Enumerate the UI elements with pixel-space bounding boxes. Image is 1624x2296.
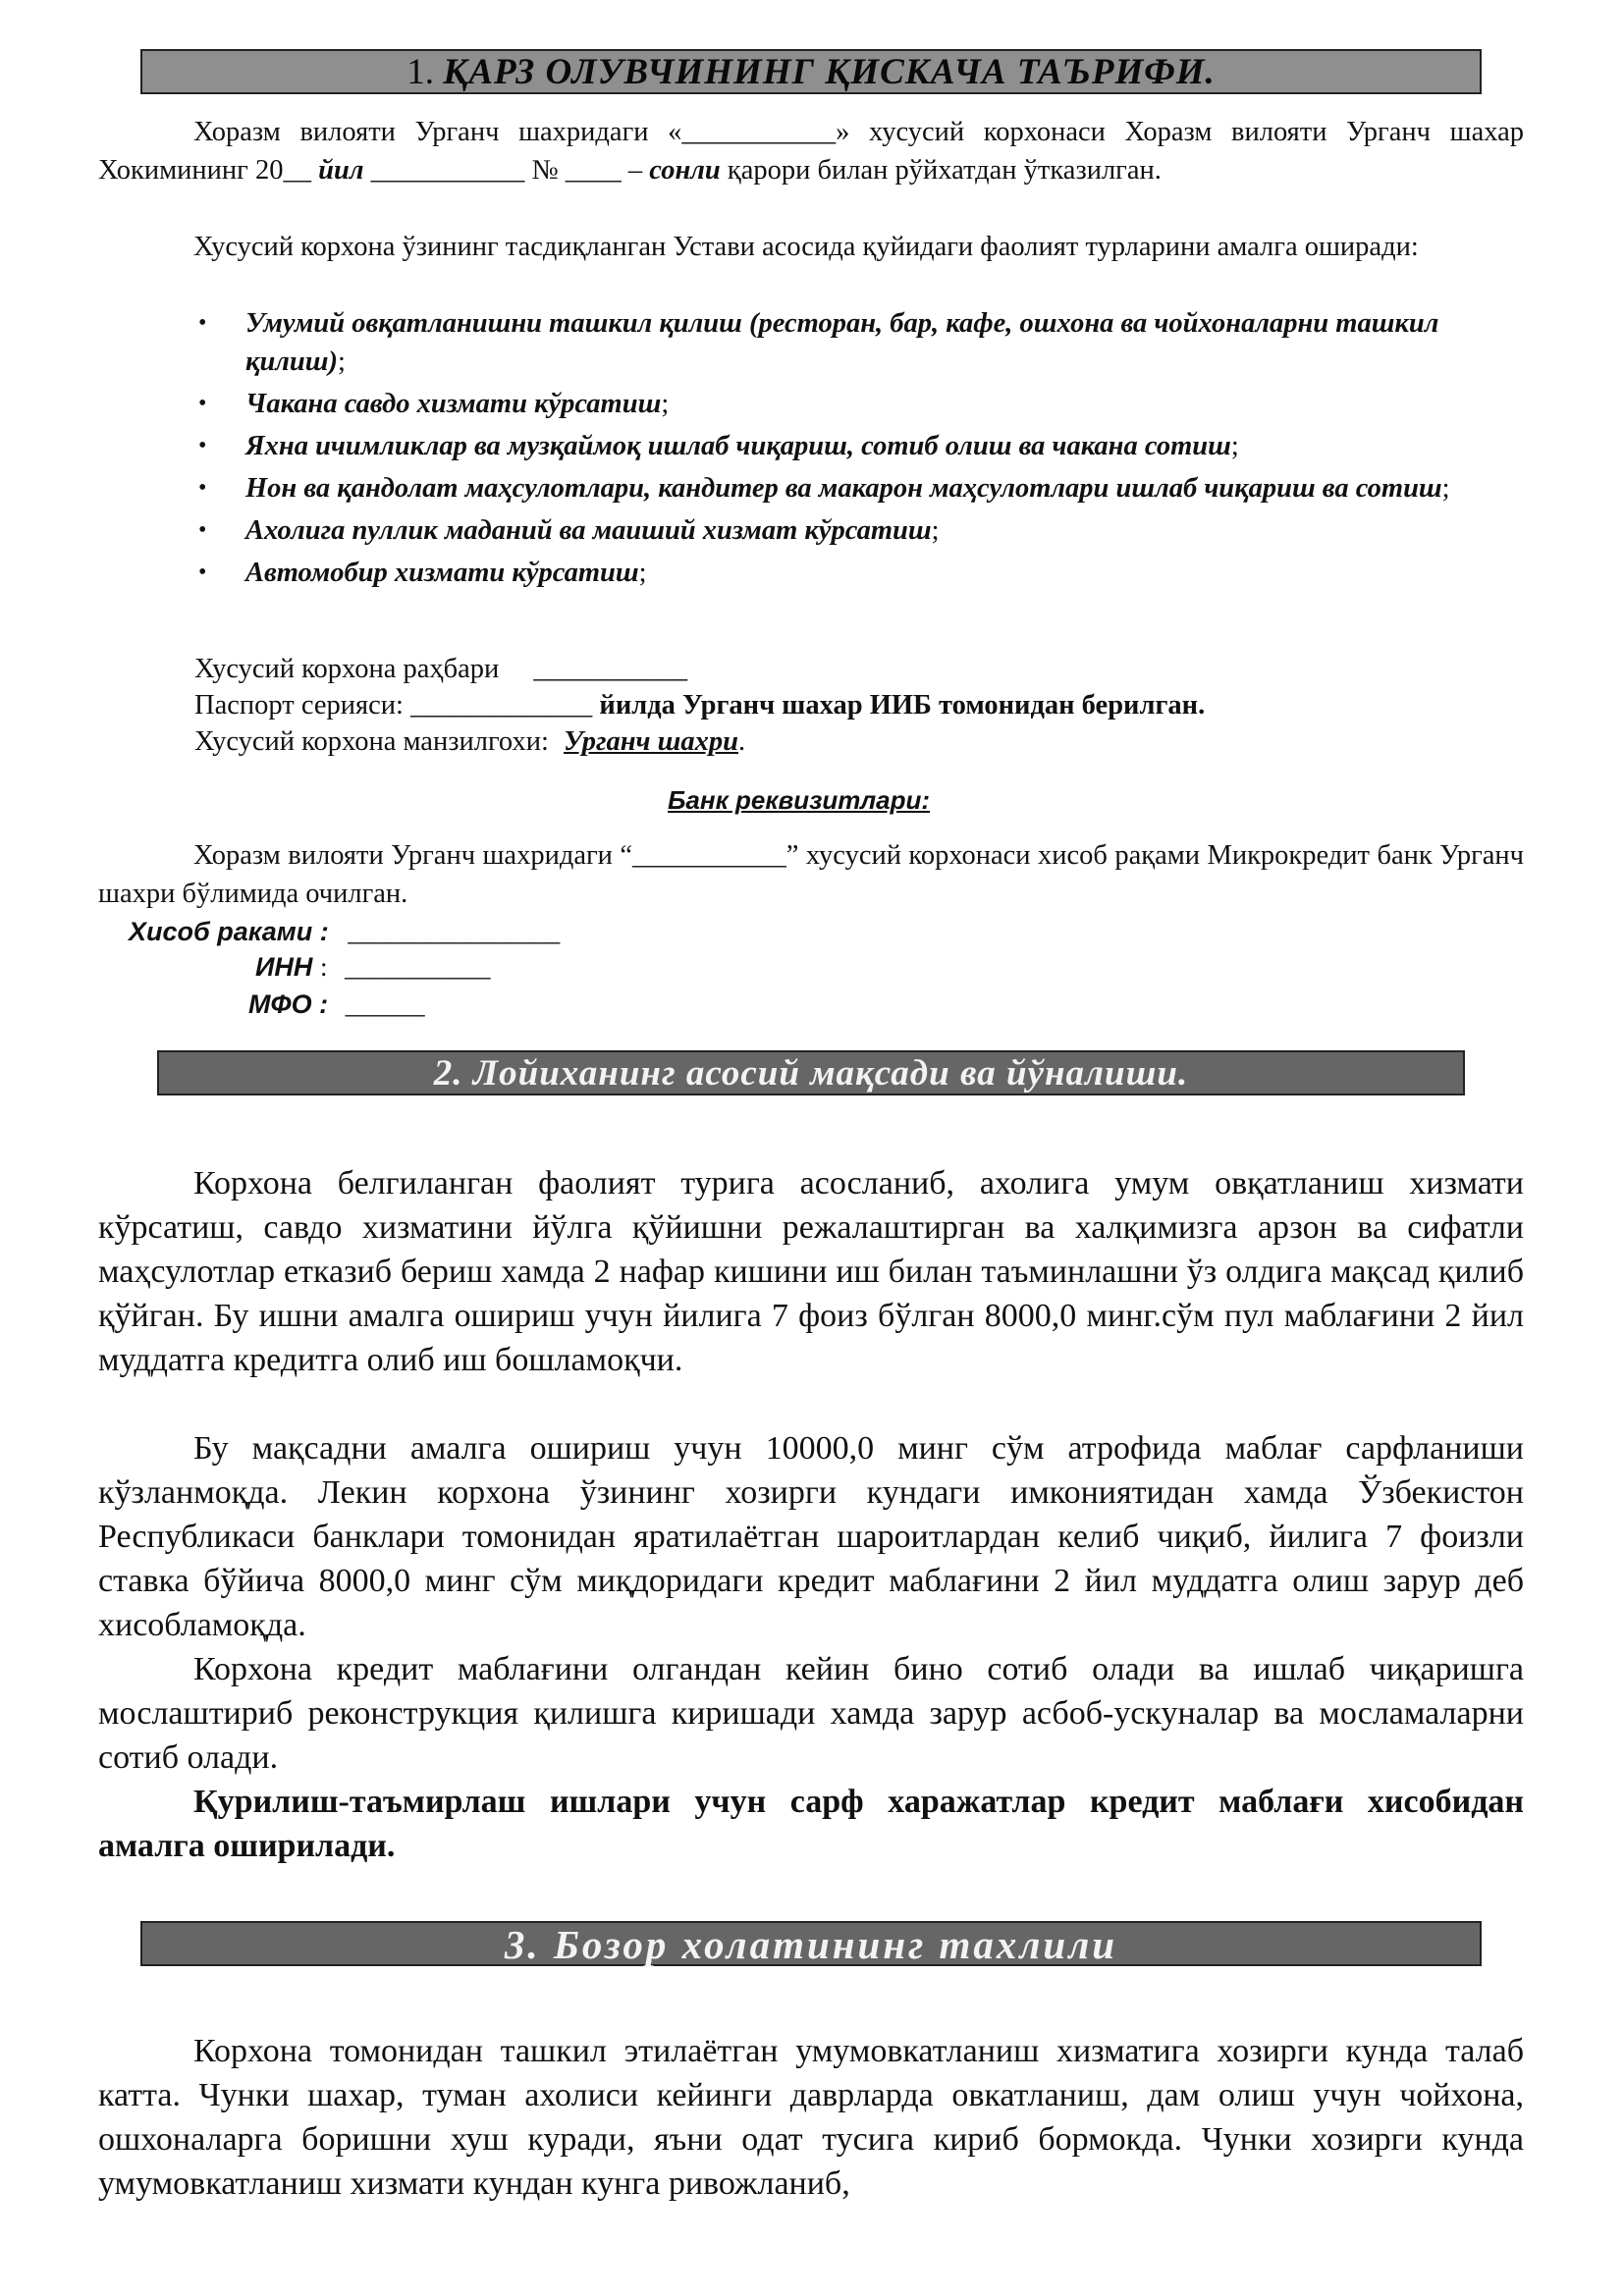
bullet-icon: • [198, 475, 207, 501]
inn-line: ИНН : ___________ [255, 952, 491, 982]
passport-series: _____________ [410, 690, 593, 721]
intro-text-b: ___________ № ____ – [363, 155, 650, 186]
intro-year-word: йил [318, 155, 364, 186]
bank-requisites-title: Банк реквизитлари: [668, 785, 931, 815]
section-2-paragraph-1: Корхона белгиланган фаолият турига асосланиб, ахолига умум овқатланиш хизмати кўрсатиш, савдо хизматини йўлга қўйишни режалаштирган ва халқимизга арзон ва сифатли маҳсулотлар етказиб бериш хамда 2 нафар кишини иш билан таъминлашни ўз олдига мақсад қилиб қўйган. Бу ишни амалга ошириш учун йилига 7 фоиз бўлган 8000,0 минг.сўм пул маблағини 2 йил муддатга кредитга олиб иш бошламоқчи. [98, 1165, 1524, 1378]
inn-label: ИНН [255, 952, 313, 982]
account-label: Хисоб раками : [129, 917, 329, 946]
bullet-icon: • [198, 560, 207, 585]
account-value: ________________ [348, 917, 561, 946]
address-line: Хусусий корхона манзилгохи: Урганч шахри. [194, 726, 746, 757]
activity-intro: Хусусий корхона ўзининг тасдиқланган Устави асосида қуйидаги фаолият турларини амалга оширади: [193, 232, 1419, 262]
intro-number-word: сонли [649, 155, 721, 186]
director-line [194, 651, 687, 687]
activity-item: • Яхна ичимликлар ва музқаймоқ ишлаб чиқариш, сотиб олиш ва чакана сотиш; [245, 427, 1522, 465]
address-value: Урганч шахри [564, 726, 738, 757]
director-value: ___________ [533, 654, 688, 684]
mfo-label: МФО : [248, 989, 329, 1019]
section-3-header: 3. Бозор холатининг тахлили [140, 1921, 1482, 1966]
bullet-icon: • [198, 433, 207, 458]
bullet-icon: • [198, 310, 207, 336]
section-2-paragraph-2: Бу мақсадни амалга ошириш учун 10000,0 минг сўм атрофида маблағ сарфланиши кўзланмоқда. Лекин корхона ўзининг хозирги кундаги имкониятидан хамда Ўзбекистон Республикаси банклари томонидан яратилаётган шароитлардан келиб чиқиб, йилига 7 фоизли ставка бўйича 8000,0 минг сўм миқдоридаги кредит маблағини 2 йил муддатга олиш зарур деб хисобламоқда. [98, 1430, 1524, 1643]
activity-item: • Чакана савдо хизмати кўрсатиш; [245, 385, 1522, 423]
address-label: Хусусий корхона манзилгохи: [194, 726, 549, 757]
section-1-number: 1. [406, 52, 434, 92]
activity-item: • Автомобир хизмати кўрсатиш; [245, 554, 1522, 592]
passport-line [194, 687, 1205, 723]
section-1-header [140, 49, 1482, 94]
activity-item: • Ахолига пуллик маданий ва маиший хизмат кўрсатиш; [245, 511, 1522, 550]
mfo-line [248, 989, 425, 1020]
mfo-value: ______ [345, 989, 425, 1019]
section-2-paragraph-4: Қурилиш-таъмирлаш ишлари учун сарф харажатлар кредит маблағи хисобидан амалга оширилади. [98, 1784, 1524, 1864]
intro-text-c: қарори билан рўйхатдан ўтказилган. [720, 155, 1162, 186]
activities-list [198, 304, 1522, 592]
passport-issued: йилда Урганч шахар ИИБ томонидан берилган. [599, 690, 1206, 721]
section-2-paragraph-3: Корхона кредит маблағини олгандан кейин бино сотиб олади ва ишлаб чиқаришга мослаштириб реконструкция қилишга киришади хамда зарур асбоб-ускуналар ва мосламаларни сотиб олади. [98, 1651, 1524, 1776]
inn-value: ___________ [344, 952, 491, 982]
bullet-icon: • [198, 517, 207, 543]
director-label: Хусусий корхона раҳбари [194, 654, 500, 684]
section-3-paragraph-1: Корхона томонидан ташкил этилаётган умумовкатланиш хизматига хозирги кунда талаб катта. Чунки шахар, туман ахолиси кейинги даврларда овкатланиш, дам олиш учун чойхона, ошхоналарга боришни хуш куради, яъни одат тусига кириб бормокда. Чунки хозирги кунда умумовкатланиш хизмати кундан кунга ривожланиб, [98, 2033, 1524, 2202]
account-line [129, 917, 560, 947]
bullet-icon: • [198, 391, 207, 416]
activity-item: • Нон ва қандолат маҳсулотлари, кандитер ва макарон маҳсулотлари ишлаб чиқариш ва сотиш; [245, 469, 1522, 507]
activity-item: • Умумий овқатланишни ташкил қилиш (ресторан, бар, кафе, ошхона ва чойхоналарни ташкил қилиш); [245, 304, 1522, 381]
section-2-header: 2. Лойиханинг асосий мақсади ва йўналиши. [157, 1050, 1465, 1095]
bank-paragraph: Хоразм вилояти Урганч шахридаги “___________” хусусий корхонаси хисоб рақами Микрокредит банк Урганч шахри бўлимида очилган. [98, 840, 1524, 909]
section-1-title: ҚАРЗ ОЛУВЧИНИНГ ҚИСКАЧА ТАЪРИФИ. [443, 52, 1216, 92]
intro-text-a: Хоразм вилояти Урганч шахридаги «___________» хусусий корхонаси Хоразм вилояти Урганч шахар Хокимининг 20__ [98, 117, 1524, 186]
intro-paragraph [98, 113, 1524, 189]
passport-label: Паспорт серияси: [194, 690, 404, 721]
